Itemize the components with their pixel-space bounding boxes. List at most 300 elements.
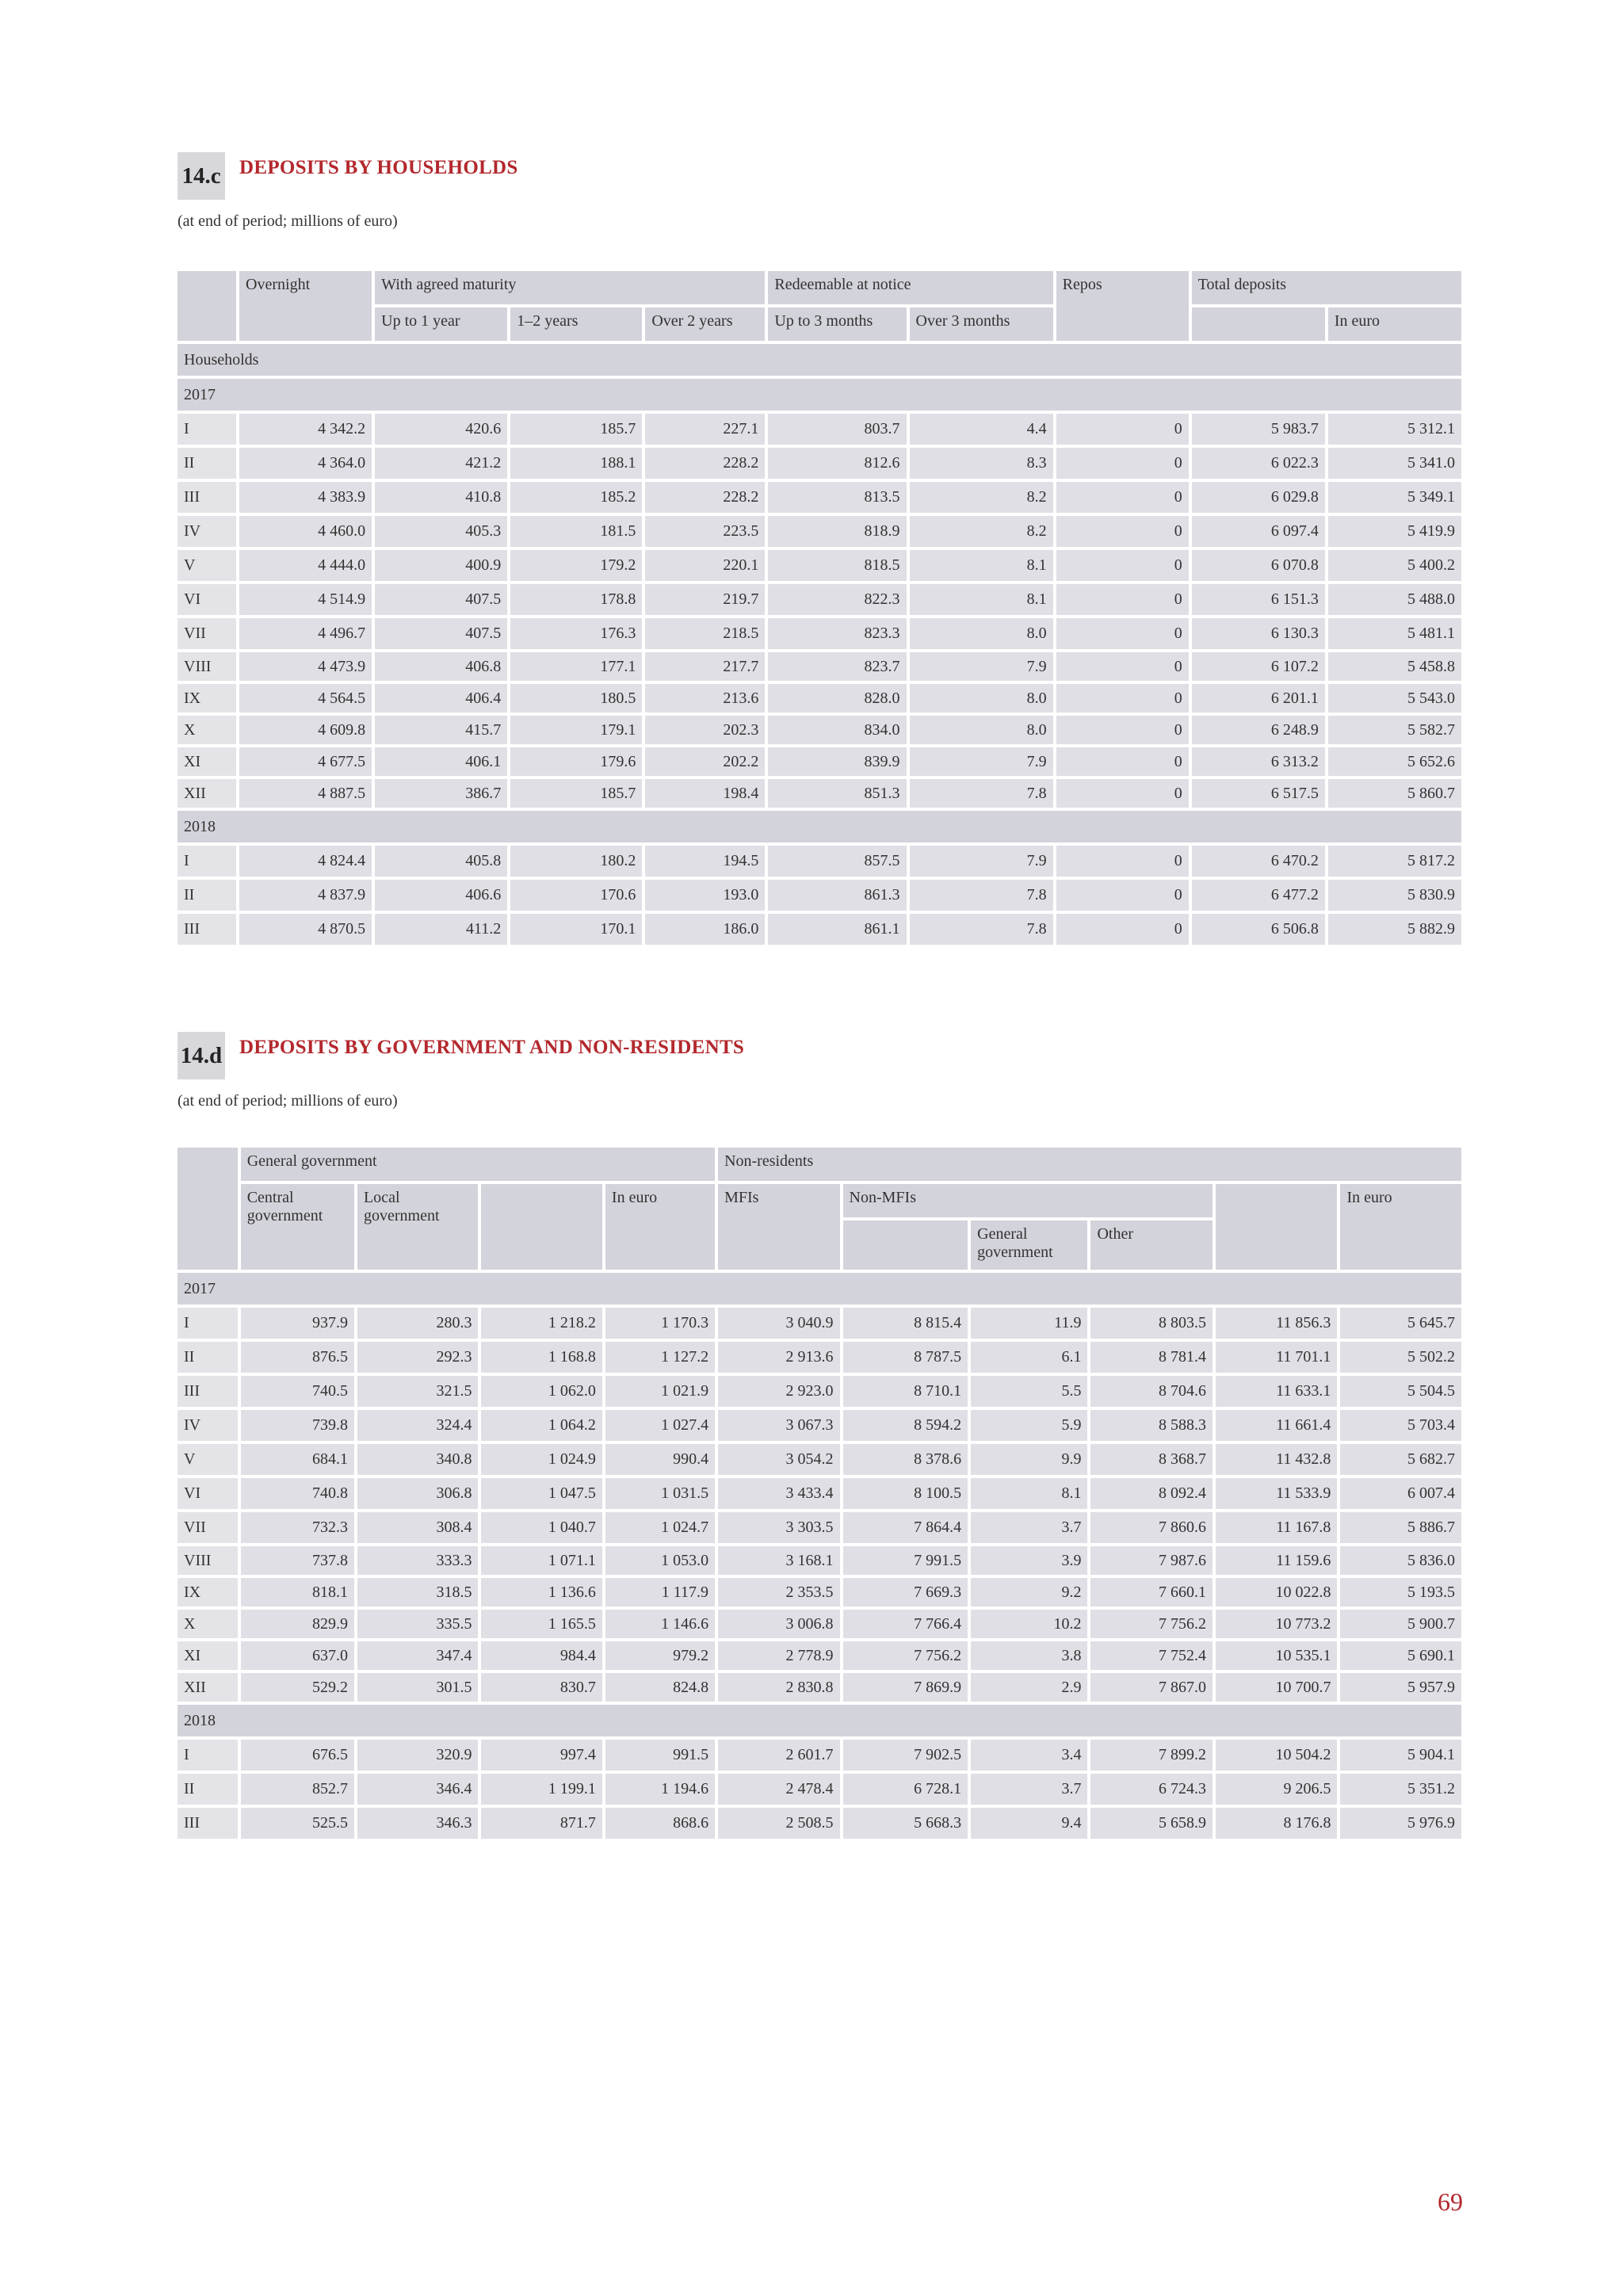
table-cell: 0 [1056,482,1189,513]
table-cell: 4 364.0 [239,448,372,479]
table-cell: 834.0 [768,716,906,744]
table-cell: 11 533.9 [1216,1478,1337,1509]
page-number: 69 [1438,2187,1463,2216]
table-cell: 1 117.9 [605,1578,715,1606]
year-label: 2017 [178,1273,1461,1305]
table-cell: 8 787.5 [843,1342,968,1373]
table-cell: 5 703.4 [1340,1410,1461,1441]
table-cell: 6.1 [971,1342,1087,1373]
table-cell: 185.2 [510,482,642,513]
period-label: XI [178,1641,238,1670]
table-row [178,482,1461,513]
table-cell: 180.2 [510,846,642,877]
table-cell: 335.5 [357,1610,478,1638]
table-cell: 851.3 [768,779,906,808]
table-row [178,1308,1461,1339]
table-cell: 9 206.5 [1216,1774,1337,1805]
table-cell: 6 724.3 [1090,1774,1212,1805]
table-cell: 732.3 [241,1512,354,1543]
table-cell: 301.5 [357,1673,478,1702]
table-cell: 0 [1056,448,1189,479]
table-cell: 219.7 [645,584,765,615]
header-overnight: Overnight [239,271,372,341]
period-label: I [178,414,236,445]
table-cell: 0 [1056,880,1189,911]
table-cell: 8 781.4 [1090,1342,1212,1373]
table-cell: 5 817.2 [1328,846,1461,877]
table-cell: 8.1 [971,1478,1087,1509]
table-cell: 6 728.1 [843,1774,968,1805]
table-cell: 5.9 [971,1410,1087,1441]
table-cell: 1 064.2 [481,1410,601,1441]
table-row [178,1774,1461,1805]
table-cell: 202.3 [645,716,765,744]
table-cell: 8.1 [910,550,1053,581]
header-up-to-3-months: Up to 3 months [768,308,906,341]
table-cell: 8 710.1 [843,1376,968,1407]
table-cell: 7.8 [910,779,1053,808]
header-general-government-sub: General government [971,1221,1087,1270]
table-cell: 830.7 [481,1673,601,1702]
table-cell: 202.2 [645,747,765,776]
table-cell: 2 508.5 [718,1808,839,1839]
table-cell: 525.5 [241,1808,354,1839]
table-cell: 8 588.3 [1090,1410,1212,1441]
table-cell: 861.1 [768,914,906,945]
table-cell: 4 824.4 [239,846,372,877]
header-mfis: MFIs [718,1184,839,1270]
table-cell: 7 864.4 [843,1512,968,1543]
table-cell: 400.9 [375,550,507,581]
period-label: VIII [178,1546,238,1575]
table-cell: 5 458.8 [1328,652,1461,681]
table-cell: 6 151.3 [1192,584,1325,615]
period-label: IV [178,516,236,547]
table-row [178,1512,1461,1543]
table-cell: 991.5 [605,1740,715,1771]
period-label: II [178,448,236,479]
header-over-3-months: Over 3 months [910,308,1053,341]
table-cell: 2 353.5 [718,1578,839,1606]
period-label: VII [178,618,236,649]
header-repos: Repos [1056,271,1189,341]
table-cell: 5 502.2 [1340,1342,1461,1373]
table-cell: 180.5 [510,684,642,712]
table-cell: 5 976.9 [1340,1808,1461,1839]
period-label: III [178,1808,238,1839]
table-cell: 9.9 [971,1444,1087,1475]
section-header [178,152,1461,200]
table-cell: 823.7 [768,652,906,681]
table-row [178,550,1461,581]
table-cell: 7.8 [910,880,1053,911]
table-cell: 6 097.4 [1192,516,1325,547]
table-cell: 11 167.8 [1216,1512,1337,1543]
table-cell: 4 514.9 [239,584,372,615]
table-cell: 737.8 [241,1546,354,1575]
table-cell: 5 830.9 [1328,880,1461,911]
header-over-2-years: Over 2 years [645,308,765,341]
year-label: 2018 [178,811,1461,842]
table-cell: 813.5 [768,482,906,513]
table-cell: 4 870.5 [239,914,372,945]
header-blank [1192,308,1325,341]
table-cell: 386.7 [375,779,507,808]
table-cell: 5 983.7 [1192,414,1325,445]
section-households [178,152,1461,948]
table-cell: 1 136.6 [481,1578,601,1606]
table-cell: 5 652.6 [1328,747,1461,776]
table-cell: 5 312.1 [1328,414,1461,445]
year-label: 2017 [178,379,1461,411]
table-cell: 186.0 [645,914,765,945]
table-cell: 188.1 [510,448,642,479]
table-cell: 11 633.1 [1216,1376,1337,1407]
table-cell: 3 303.5 [718,1512,839,1543]
period-label: VI [178,584,236,615]
table-cell: 1 024.9 [481,1444,601,1475]
table-cell: 2 923.0 [718,1376,839,1407]
table-cell: 8.0 [910,684,1053,712]
table-cell: 10 535.1 [1216,1641,1337,1670]
period-label: II [178,1342,238,1373]
table-cell: 6 201.1 [1192,684,1325,712]
table-cell: 7 669.3 [843,1578,968,1606]
table-cell: 5 682.7 [1340,1444,1461,1475]
table-cell: 0 [1056,414,1189,445]
table-cell: 0 [1056,550,1189,581]
table-cell: 1 165.5 [481,1610,601,1638]
table-cell: 0 [1056,846,1189,877]
header-blank [1216,1184,1337,1270]
table-row [178,1376,1461,1407]
table-cell: 8.0 [910,618,1053,649]
table-cell: 861.3 [768,880,906,911]
table-cell: 1 021.9 [605,1376,715,1407]
table-cell: 217.7 [645,652,765,681]
table-cell: 306.8 [357,1478,478,1509]
table-cell: 10 700.7 [1216,1673,1337,1702]
section-number: 14.d [178,1032,225,1079]
table-cell: 3.4 [971,1740,1087,1771]
table-cell: 3.7 [971,1512,1087,1543]
table-cell: 876.5 [241,1342,354,1373]
table-cell: 11 432.8 [1216,1444,1337,1475]
section-title: DEPOSITS BY GOVERNMENT AND NON-RESIDENTS [239,1037,745,1058]
table-row [178,846,1461,877]
table-cell: 406.8 [375,652,507,681]
table-cell: 3 006.8 [718,1610,839,1638]
table-cell: 0 [1056,584,1189,615]
table-cell: 223.5 [645,516,765,547]
table-cell: 0 [1056,747,1189,776]
group-label: Households [178,344,1461,376]
table-cell: 852.7 [241,1774,354,1805]
table-cell: 8.3 [910,448,1053,479]
header-non-mfis: Non-MFIs [843,1184,1212,1217]
table-cell: 5 400.2 [1328,550,1461,581]
table-cell: 179.1 [510,716,642,744]
table-cell: 7 752.4 [1090,1641,1212,1670]
table-row [178,1740,1461,1771]
table-row [178,516,1461,547]
table-cell: 6 107.2 [1192,652,1325,681]
table-cell: 4 887.5 [239,779,372,808]
table-cell: 1 031.5 [605,1478,715,1509]
table-cell: 979.2 [605,1641,715,1670]
table-row [178,414,1461,445]
government-table-body [178,1273,1461,1839]
table-cell: 411.2 [375,914,507,945]
table-cell: 529.2 [241,1673,354,1702]
table-cell: 8.1 [910,584,1053,615]
table-cell: 3 067.3 [718,1410,839,1441]
table-cell: 5 658.9 [1090,1808,1212,1839]
table-cell: 684.1 [241,1444,354,1475]
table-cell: 405.3 [375,516,507,547]
table-cell: 7.9 [910,846,1053,877]
table-cell: 839.9 [768,747,906,776]
table-cell: 1 199.1 [481,1774,601,1805]
table-row [178,684,1461,712]
table-cell: 1 071.1 [481,1546,601,1575]
table-row [178,1610,1461,1638]
table-row [178,1546,1461,1575]
table-cell: 4 342.2 [239,414,372,445]
table-cell: 818.5 [768,550,906,581]
table-cell: 410.8 [375,482,507,513]
header-in-euro: In euro [1328,308,1461,341]
table-cell: 198.4 [645,779,765,808]
table-cell: 185.7 [510,414,642,445]
section-title: DEPOSITS BY HOUSEHOLDS [239,157,518,178]
table-cell: 7 869.9 [843,1673,968,1702]
table-cell: 2.9 [971,1673,1087,1702]
table-cell: 857.5 [768,846,906,877]
table-cell: 407.5 [375,584,507,615]
table-cell: 4 496.7 [239,618,372,649]
period-label: I [178,846,236,877]
period-label: II [178,1774,238,1805]
table-cell: 7.9 [910,747,1053,776]
table-cell: 218.5 [645,618,765,649]
table-cell: 7 756.2 [843,1641,968,1670]
table-cell: 318.5 [357,1578,478,1606]
table-row [178,1342,1461,1373]
table-cell: 0 [1056,914,1189,945]
table-cell: 1 146.6 [605,1610,715,1638]
table-cell: 415.7 [375,716,507,744]
table-cell: 5 582.7 [1328,716,1461,744]
table-cell: 0 [1056,779,1189,808]
table-cell: 5 543.0 [1328,684,1461,712]
table-row [178,618,1461,649]
table-cell: 1 194.6 [605,1774,715,1805]
table-row [178,1808,1461,1839]
table-cell: 637.0 [241,1641,354,1670]
table-cell: 5 904.1 [1340,1740,1461,1771]
table-cell: 9.4 [971,1808,1087,1839]
table-cell: 220.1 [645,550,765,581]
table-cell: 7 902.5 [843,1740,968,1771]
table-cell: 3 054.2 [718,1444,839,1475]
header-total: Total deposits [1192,271,1461,304]
table-cell: 812.6 [768,448,906,479]
table-cell: 420.6 [375,414,507,445]
table-cell: 5 886.7 [1340,1512,1461,1543]
table-row [178,652,1461,681]
period-label: VI [178,1478,238,1509]
table-cell: 818.1 [241,1578,354,1606]
table-cell: 3.8 [971,1641,1087,1670]
period-label: I [178,1740,238,1771]
table-cell: 8 378.6 [843,1444,968,1475]
table-cell: 6 248.9 [1192,716,1325,744]
header-up-to-1-year: Up to 1 year [375,308,507,341]
table-cell: 10 022.8 [1216,1578,1337,1606]
table-cell: 7 660.1 [1090,1578,1212,1606]
table-cell: 405.8 [375,846,507,877]
table-cell: 6 506.8 [1192,914,1325,945]
table-cell: 7 766.4 [843,1610,968,1638]
table-cell: 7 987.6 [1090,1546,1212,1575]
table-cell: 11 159.6 [1216,1546,1337,1575]
table-cell: 11 701.1 [1216,1342,1337,1373]
header-local-government: Local government [357,1184,478,1270]
table-row [178,1410,1461,1441]
table-cell: 7 860.6 [1090,1512,1212,1543]
period-label: XII [178,779,236,808]
table-cell: 5 690.1 [1340,1641,1461,1670]
table-cell: 5 351.2 [1340,1774,1461,1805]
table-cell: 176.3 [510,618,642,649]
table-cell: 4 837.9 [239,880,372,911]
table-cell: 185.7 [510,779,642,808]
table-cell: 340.8 [357,1444,478,1475]
table-cell: 2 478.4 [718,1774,839,1805]
period-label: III [178,914,236,945]
header-general-government: General government [241,1148,715,1181]
table-cell: 7 867.0 [1090,1673,1212,1702]
table-row [178,1641,1461,1670]
period-label: VII [178,1512,238,1543]
period-label: III [178,1376,238,1407]
header-blank [178,271,236,341]
period-label: XI [178,747,236,776]
table-cell: 997.4 [481,1740,601,1771]
table-cell: 179.6 [510,747,642,776]
table-cell: 228.2 [645,482,765,513]
table-cell: 407.5 [375,618,507,649]
table-cell: 3 168.1 [718,1546,839,1575]
table-cell: 5 860.7 [1328,779,1461,808]
table-cell: 0 [1056,618,1189,649]
table-cell: 739.8 [241,1410,354,1441]
header-blank [178,1148,238,1270]
table-cell: 5 193.5 [1340,1578,1461,1606]
table-cell: 280.3 [357,1308,478,1339]
table-cell: 193.0 [645,880,765,911]
table-cell: 194.5 [645,846,765,877]
table-cell: 10 504.2 [1216,1740,1337,1771]
table-cell: 4 383.9 [239,482,372,513]
table-cell: 1 170.3 [605,1308,715,1339]
table-cell: 7.9 [910,652,1053,681]
table-cell: 10.2 [971,1610,1087,1638]
table-cell: 5 504.5 [1340,1376,1461,1407]
table-cell: 5 957.9 [1340,1673,1461,1702]
table-cell: 1 218.2 [481,1308,601,1339]
table-cell: 320.9 [357,1740,478,1771]
table-cell: 8 092.4 [1090,1478,1212,1509]
table-cell: 321.5 [357,1376,478,1407]
table-cell: 181.5 [510,516,642,547]
period-label: IX [178,684,236,712]
table-cell: 7 899.2 [1090,1740,1212,1771]
table-cell: 7 991.5 [843,1546,968,1575]
table-cell: 868.6 [605,1808,715,1839]
table-cell: 8 368.7 [1090,1444,1212,1475]
table-row [178,914,1461,945]
table-cell: 676.5 [241,1740,354,1771]
table-row [178,1478,1461,1509]
header-blank [843,1221,968,1270]
table-cell: 8 704.6 [1090,1376,1212,1407]
table-cell: 9.2 [971,1578,1087,1606]
table-row [178,779,1461,808]
table-cell: 3.9 [971,1546,1087,1575]
table-cell: 5 349.1 [1328,482,1461,513]
period-label: III [178,482,236,513]
table-row [178,716,1461,744]
table-cell: 213.6 [645,684,765,712]
table-cell: 7.8 [910,914,1053,945]
period-label: X [178,716,236,744]
section-government [178,1032,1461,1842]
table-cell: 740.8 [241,1478,354,1509]
table-cell: 179.2 [510,550,642,581]
header-in-euro-government: In euro [605,1184,715,1270]
households-table [174,268,1465,948]
table-cell: 6 130.3 [1192,618,1325,649]
table-cell: 5 481.1 [1328,618,1461,649]
table-cell: 937.9 [241,1308,354,1339]
table-cell: 990.4 [605,1444,715,1475]
table-cell: 11 856.3 [1216,1308,1337,1339]
header-in-euro-non-residents: In euro [1340,1184,1461,1270]
table-cell: 2 913.6 [718,1342,839,1373]
table-cell: 5 419.9 [1328,516,1461,547]
table-cell: 8 594.2 [843,1410,968,1441]
table-cell: 6 029.8 [1192,482,1325,513]
table-cell: 6 007.4 [1340,1478,1461,1509]
table-cell: 6 022.3 [1192,448,1325,479]
table-cell: 4 564.5 [239,684,372,712]
table-cell: 4 444.0 [239,550,372,581]
table-cell: 5 645.7 [1340,1308,1461,1339]
period-label: X [178,1610,238,1638]
table-row [178,448,1461,479]
table-cell: 2 601.7 [718,1740,839,1771]
table-cell: 10 773.2 [1216,1610,1337,1638]
table-cell: 2 830.8 [718,1673,839,1702]
table-cell: 8 100.5 [843,1478,968,1509]
table-cell: 740.5 [241,1376,354,1407]
table-row [178,584,1461,615]
table-cell: 824.8 [605,1673,715,1702]
table-cell: 1 024.7 [605,1512,715,1543]
table-cell: 228.2 [645,448,765,479]
